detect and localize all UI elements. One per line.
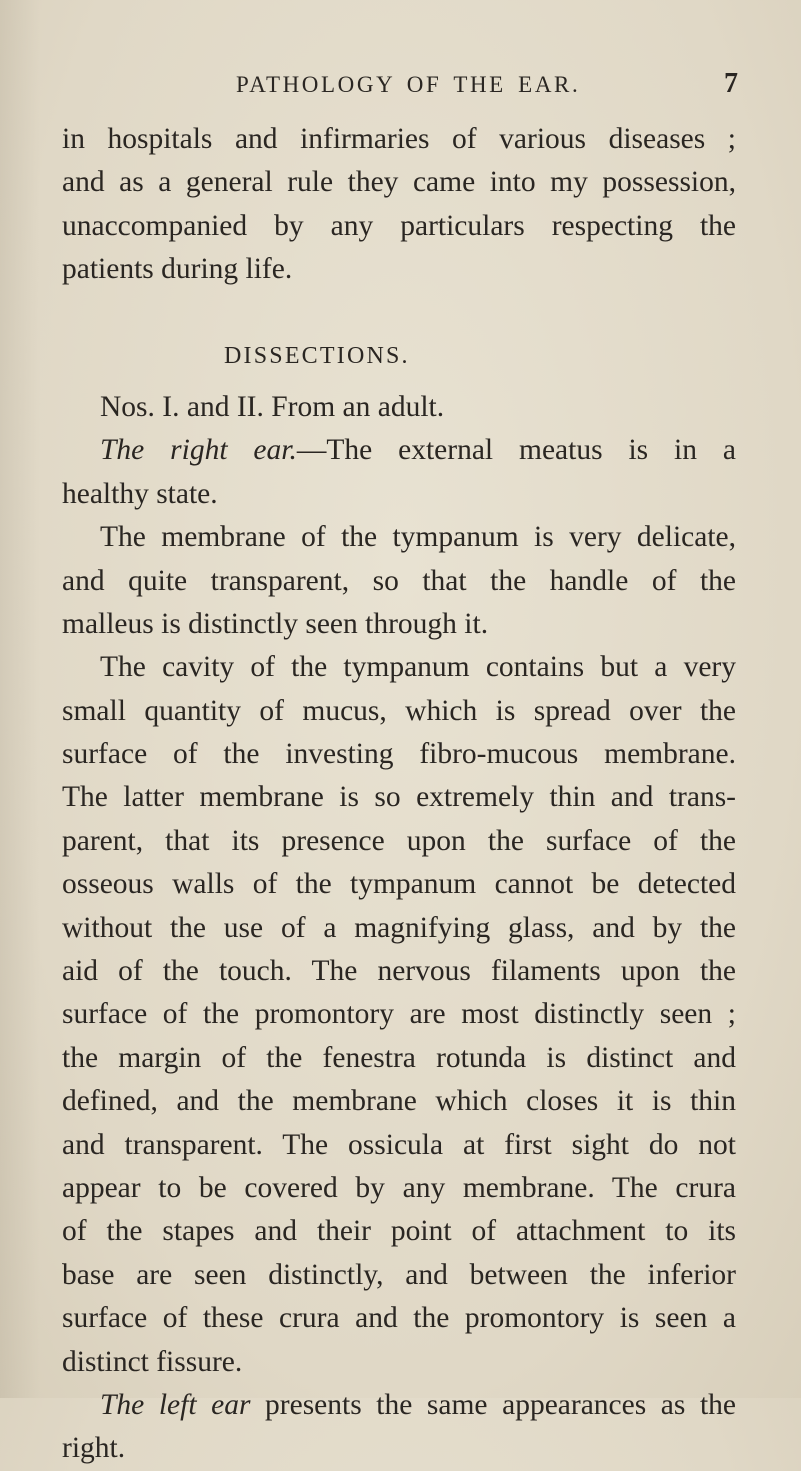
text-line: and transparent. The ossicula at first sight do not bbox=[62, 1128, 736, 1161]
text-line bbox=[62, 1384, 736, 1427]
running-head bbox=[0, 68, 801, 112]
text-line: right. bbox=[62, 1432, 126, 1465]
text-line: and quite transparent, so that the handle of the bbox=[62, 564, 736, 597]
text-line: aid of the touch. The nervous filaments upon the bbox=[62, 955, 736, 988]
section-heading: DISSECTIONS. bbox=[224, 342, 410, 369]
page-number: 7 bbox=[724, 68, 738, 99]
text-line: healthy state. bbox=[62, 477, 218, 510]
right-ear-paragraph bbox=[62, 429, 736, 516]
text-line bbox=[62, 429, 736, 472]
text-line: defined, and the membrane which closes it is thin bbox=[62, 1085, 736, 1118]
right-ear-label: The right ear. bbox=[100, 434, 297, 467]
membrane-paragraph bbox=[62, 516, 736, 646]
text-line: appear to be covered by any membrane. The crura bbox=[62, 1171, 736, 1204]
text-line: base are seen distinctly, and between the inferior bbox=[62, 1258, 736, 1291]
text-line: malleus is distinctly seen through it. bbox=[62, 607, 489, 640]
text-line: and as a general rule they came into my possession, bbox=[62, 166, 736, 199]
text-line: patients during life. bbox=[62, 253, 293, 286]
left-ear-paragraph bbox=[62, 1384, 736, 1471]
text-line: without the use of a magnifying glass, and by the bbox=[62, 911, 736, 944]
body-text bbox=[62, 118, 736, 1471]
running-title: PATHOLOGY OF THE EAR. bbox=[236, 72, 581, 97]
left-ear-line-rest: presents the same appearances as the bbox=[265, 1388, 736, 1421]
text-line: The cavity of the tympanum contains but a very bbox=[100, 651, 736, 684]
text-line: distinct fissure. bbox=[62, 1345, 243, 1378]
text-line: surface of the investing fibro-mucous membrane. bbox=[62, 738, 736, 771]
text-line: The membrane of the tympanum is very delicate, bbox=[100, 521, 736, 554]
left-ear-label: The left ear bbox=[100, 1388, 251, 1421]
text-line: surface of the promontory are most distinctly seen ; bbox=[62, 998, 736, 1031]
text-line: The latter membrane is so extremely thin and trans- bbox=[62, 781, 736, 814]
text-line: of the stapes and their point of attachment to its bbox=[62, 1215, 736, 1248]
right-ear-line-rest: —The external meatus is in a bbox=[296, 434, 736, 467]
opening-paragraph bbox=[62, 118, 736, 292]
subsection-title: Nos. I. and II. From an adult. bbox=[100, 390, 445, 423]
text-line: unaccompanied by any particulars respecting the bbox=[62, 209, 736, 242]
text-line: in hospitals and infirmaries of various diseases ; bbox=[62, 123, 736, 155]
text-line: osseous walls of the tympanum cannot be detected bbox=[62, 868, 736, 901]
cavity-paragraph bbox=[62, 646, 736, 1384]
text-line: small quantity of mucus, which is spread over the bbox=[62, 694, 736, 727]
page-gutter-shadow bbox=[0, 0, 40, 1398]
text-line: parent, that its presence upon the surface of the bbox=[62, 824, 736, 857]
text-line: surface of these crura and the promontory is seen a bbox=[62, 1302, 736, 1335]
text-line: the margin of the fenestra rotunda is distinct and bbox=[62, 1041, 736, 1074]
